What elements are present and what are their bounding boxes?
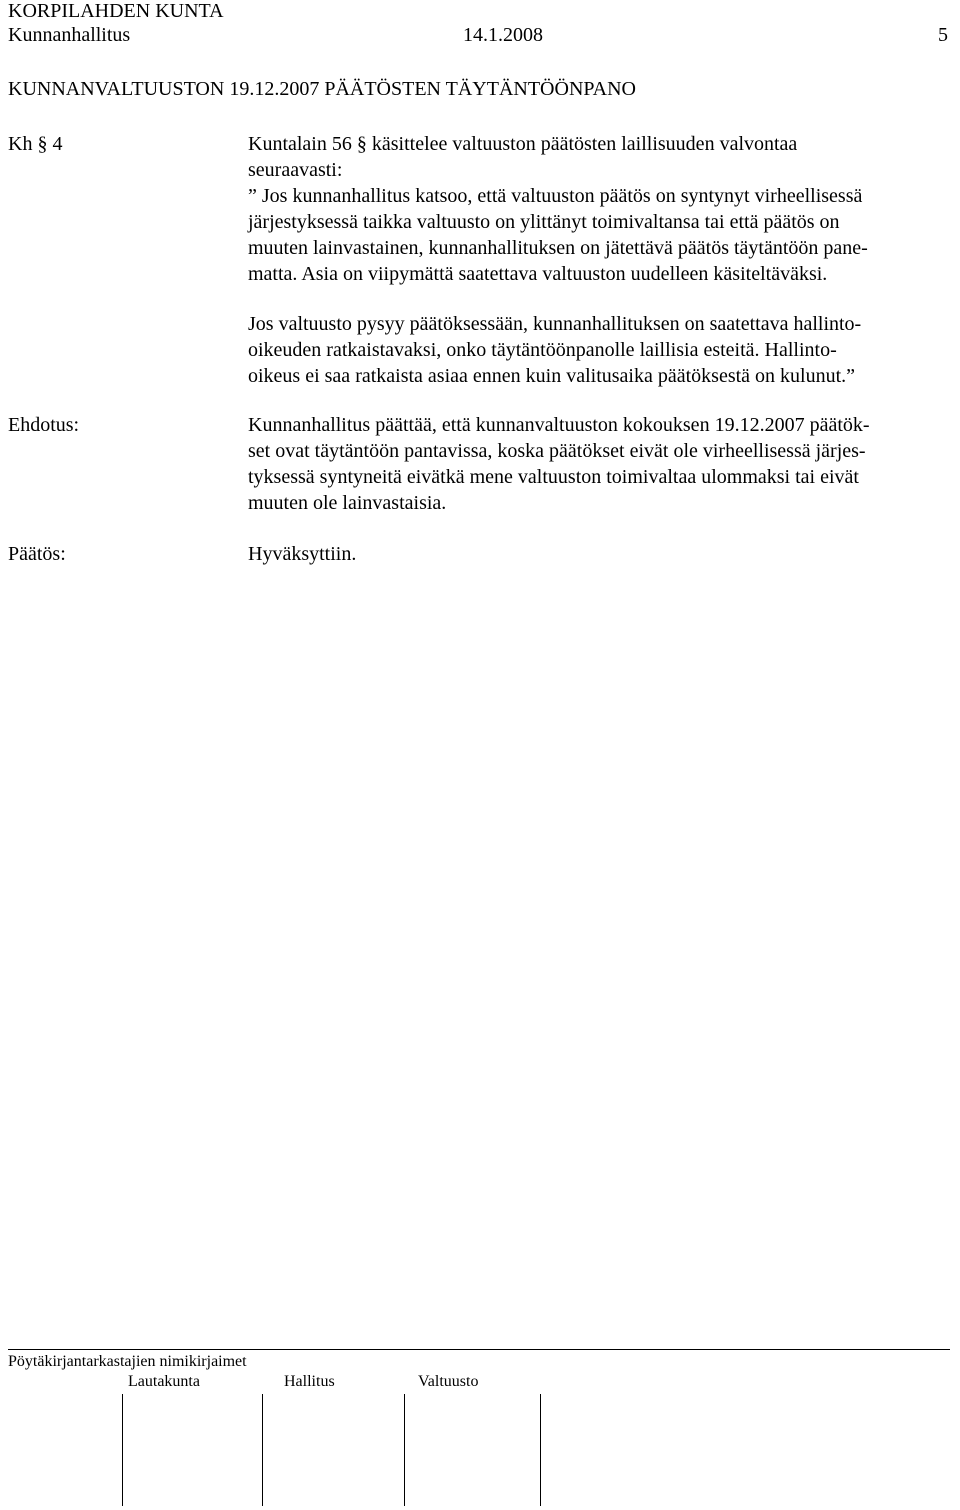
footer-column-hallitus: Hallitus [284,1373,335,1390]
footer-column-lautakunta: Lautakunta [128,1373,200,1390]
section-label: Kh § 4 [8,133,63,155]
quote-line: oikeuden ratkaistavaksi, onko täytäntöönpanolle laillisia esteitä. Hallinto- [248,339,837,361]
meeting-date: 14.1.2008 [463,24,543,46]
signature-box-divider [404,1394,405,1506]
governing-body: Kunnanhallitus [8,24,131,46]
footer-title: Pöytäkirjantarkastajien nimikirjaimet [8,1353,247,1370]
proposal-text [248,412,870,516]
quote-paragraph-2 [248,311,861,389]
proposal-line: muuten ole lainvastaisia. [248,492,447,514]
quote-line: muuten lainvastainen, kunnanhallituksen on jätettävä päätös täytäntöön pane- [248,237,868,259]
proposal-line: tyksessä syntyneitä eivätkä mene valtuuston toimivaltaa ulommaksi tai eivät [248,466,859,488]
proposal-line: set ovat täytäntöön pantavissa, koska päätökset eivät ole virheellisessä järjes- [248,440,866,462]
footer-column-valtuusto: Valtuusto [418,1373,479,1390]
signature-box-divider [540,1394,541,1506]
intro-paragraph [248,131,868,287]
signature-box-divider [122,1394,123,1506]
decision-label: Päätös: [8,543,66,565]
page-title: KUNNANVALTUUSTON 19.12.2007 PÄÄTÖSTEN TÄYTÄNTÖÖNPANO [8,78,636,100]
decision-text: Hyväksyttiin. [248,543,357,565]
footer-divider [8,1349,950,1350]
signature-box-divider [262,1394,263,1506]
quote-line: oikeus ei saa ratkaista asiaa ennen kuin valitusaika päätöksestä on kulunut.” [248,365,856,387]
quote-line: Jos valtuusto pysyy päätöksessään, kunnanhallituksen on saatettava hallinto- [248,313,862,335]
quote-line: matta. Asia on viipymättä saatettava valtuuston uudelleen käsiteltäväksi. [248,263,828,285]
intro-line: Kuntalain 56 § käsittelee valtuuston päätösten laillisuuden valvontaa [248,133,798,155]
proposal-label: Ehdotus: [8,414,80,436]
organization-name: KORPILAHDEN KUNTA [8,0,224,22]
page-number: 5 [938,24,948,46]
quote-line: järjestyksessä taikka valtuusto on ylittänyt toimivaltansa tai että päätös on [248,211,840,233]
proposal-line: Kunnanhallitus päättää, että kunnanvaltuuston kokouksen 19.12.2007 päätök- [248,414,870,436]
intro-line: seuraavasti: [248,159,343,181]
quote-line: ” Jos kunnanhallitus katsoo, että valtuuston päätös on syntynyt virheellisessä [248,185,863,207]
